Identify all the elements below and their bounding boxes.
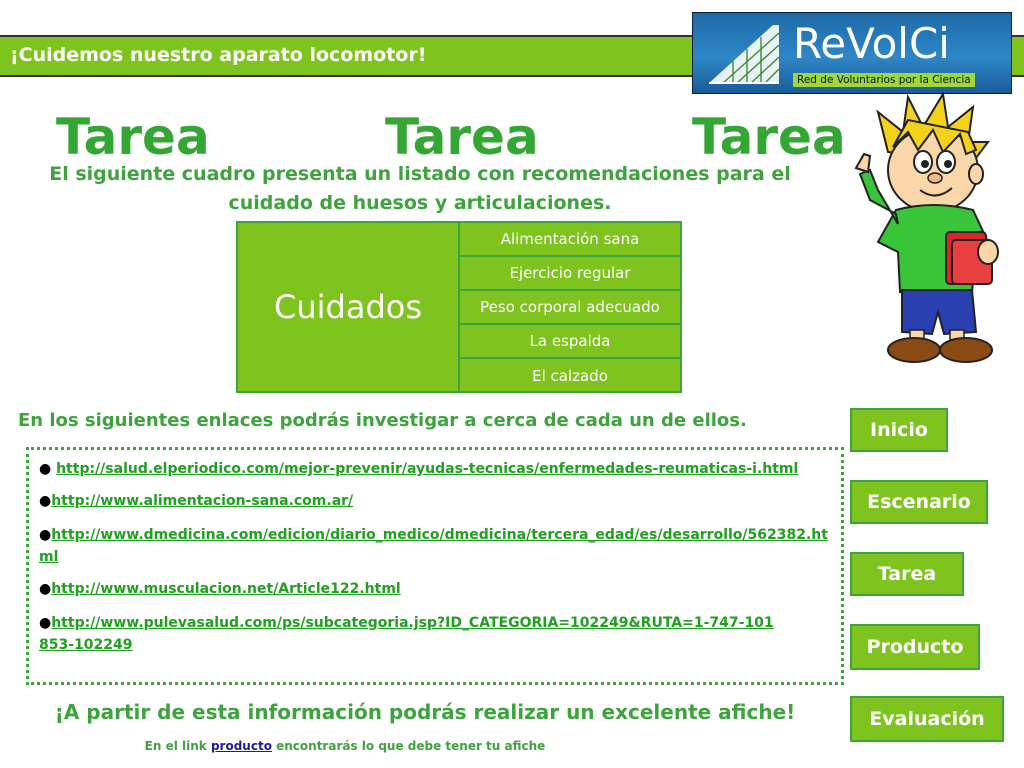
link-musculacion[interactable]: http://www.musculacion.net/Article122.html [51, 581, 401, 597]
link-item [39, 490, 839, 512]
cartoon-boy-illustration [848, 92, 1018, 367]
page-title: ¡Cuidemos nuestro aparato locomotor! [10, 44, 427, 66]
closing-message: ¡A partir de esta información podrás realizar un excelente afiche! [54, 700, 796, 724]
links-intro: En los siguientes enlaces podrás investigar a cerca de cada un de ellos. [18, 410, 747, 431]
logo-tagline: Red de Voluntarios por la Ciencia [793, 73, 975, 87]
table-label: Cuidados [238, 223, 460, 391]
bullet-icon: ● [39, 581, 52, 597]
links-box [26, 447, 844, 685]
footer-text-after: encontrarás lo que debe tener tu afiche [271, 739, 546, 753]
footer-text-before: En el link [144, 739, 211, 753]
link-dmedicina[interactable]: http://www.dmedicina.com/edicion/diario_medico/dmedicina/tercera_edad/es/desarrollo/562382.html [39, 527, 828, 565]
table-item-peso: Peso corporal adecuado [460, 291, 680, 325]
logo-mark-icon [703, 21, 785, 87]
link-pulevasalud[interactable]: http://www.pulevasalud.com/ps/subcategoria.jsp?ID_CATEGORIA=102249&RUTA=1-747-101853-102249 [39, 615, 774, 653]
link-alimentacion-sana[interactable]: http://www.alimentacion-sana.com.ar/ [51, 493, 354, 509]
intro-line-1: El siguiente cuadro presenta un listado con recomendaciones para el [49, 163, 791, 185]
table-items [460, 223, 680, 391]
logo-name: ReVolCi [793, 19, 950, 68]
table-item-espalda: La espalda [460, 325, 680, 359]
intro-line-2: cuidado de huesos y articulaciones. [228, 192, 612, 214]
table-item-ejercicio: Ejercicio regular [460, 257, 680, 291]
link-item [39, 578, 839, 600]
footer-note [20, 739, 670, 753]
recommendations-table [236, 221, 682, 393]
bullet-icon: ● [39, 493, 52, 509]
nav-evaluacion-button[interactable]: Evaluación [850, 696, 1004, 742]
nav-inicio-button[interactable]: Inicio [850, 408, 948, 452]
revolci-logo [692, 12, 1012, 94]
bullet-icon: ● [39, 461, 57, 477]
nav-producto-button[interactable]: Producto [850, 624, 980, 670]
table-item-alimentacion: Alimentación sana [460, 223, 680, 257]
nav-tarea-button[interactable]: Tarea [850, 552, 964, 596]
heading-tarea-1: Tarea [56, 108, 210, 166]
producto-link[interactable]: producto [210, 739, 272, 753]
heading-tarea-3: Tarea [692, 108, 846, 166]
intro-text [20, 160, 820, 218]
bullet-icon: ● [39, 615, 52, 631]
link-elperiodico[interactable]: http://salud.elperiodico.com/mejor-prevenir/ayudas-tecnicas/enfermedades-reumaticas-i.html [56, 461, 799, 477]
link-item [39, 458, 839, 480]
table-item-calzado: El calzado [532, 367, 608, 385]
bullet-icon: ● [39, 527, 52, 543]
nav-escenario-button[interactable]: Escenario [850, 480, 988, 524]
heading-tarea-2: Tarea [385, 108, 539, 166]
link-item [39, 612, 779, 656]
link-item [39, 524, 839, 568]
